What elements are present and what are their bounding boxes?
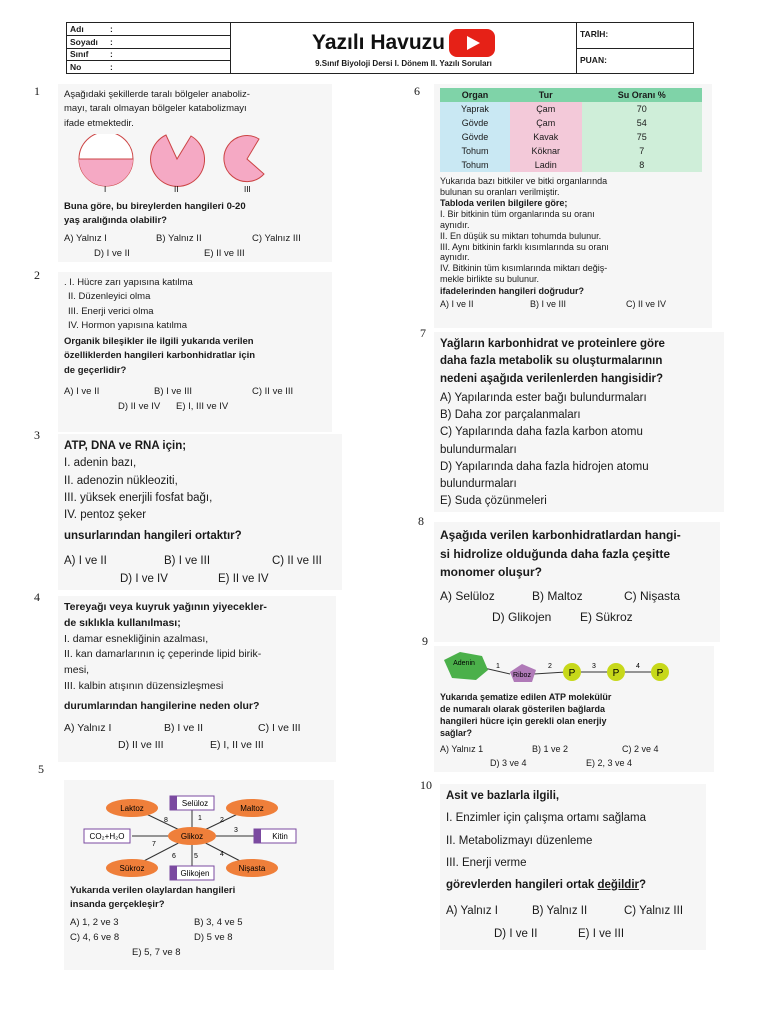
question-number: 10 [420,778,432,792]
q3-items: I. adenin bazı, II. adenozin nükleoziti, III. yüksek enerjili fosfat bağı, IV. pentoz şeker [64,457,213,521]
q4-items: I. damar esnekliğinin azalması, II. kan damarlarının iç çeperinde lipid birik- mesi, III. kalbin atışının düzensizleşmesi [64,632,262,692]
bond-number: 3 [592,663,596,670]
q8-options [440,586,714,629]
title-box [231,23,577,73]
option-b[interactable]: B) 3, 4 ve 5 [194,916,243,928]
q6-text: Yukarıda bazı bitkiler ve bitki organlarında bulunan su oranları verilmiştir. [440,176,608,197]
option-a[interactable]: A) I ve II [440,299,474,310]
option-b[interactable]: B) Yalnız II [532,904,588,917]
arrow-number: 7 [152,841,156,848]
q6-options [440,297,706,311]
option-d[interactable]: D) 5 ve 8 [194,931,233,943]
option-e[interactable]: E) 2, 3 ve 4 [586,757,633,768]
q1-question: Buna göre, bu bireylerden hangileri 0-20 yaş aralığında olabilir? [64,200,246,226]
option-e[interactable]: E) Sükroz [580,610,633,625]
date-field[interactable]: TARİH: [577,23,693,49]
table-header: Su Oranı % [582,88,703,102]
question-7 [434,332,724,512]
arrow-number: 1 [198,815,202,822]
arrow-number: 2 [220,817,224,824]
option-d[interactable]: D) II ve III [118,739,164,752]
q10-title: Asit ve bazlarla ilgili, [446,790,560,802]
svg-text:P: P [656,668,664,679]
option-c[interactable]: C) Yapılarında daha fazla karbon atomu [440,426,643,439]
q7-question: Yağların karbonhidrat ve proteinlere göre daha fazla metabolik su oluşturmalarının nedeni aşağıda verilenlerden hangisidir? [440,338,665,385]
q3-options [64,552,336,589]
svg-text:Maltoz: Maltoz [240,804,264,813]
option-e[interactable]: E) I, II ve III [210,739,264,752]
svg-text:Glikoz: Glikoz [180,832,204,841]
arrow-number: 6 [172,853,176,860]
q2-question: Organik bileşikler ile ilgili yukarıda verilen özelliklerden hangileri karbonhidratlar için de geçerlidir? [64,336,256,376]
option-c[interactable]: C) 4, 6 ve 8 [70,931,120,943]
arrow-number: 8 [164,817,168,824]
option-e[interactable]: E) II ve IV [218,572,269,585]
q1-options [64,231,326,261]
option-a[interactable]: A) I ve II [64,385,100,397]
option-c[interactable]: C) 2 ve 4 [622,743,659,754]
q5-question: Yukarıda verilen olaylardan hangileri insanda gerçekleşir? [70,885,236,911]
bond-number: 4 [636,663,640,670]
q3-title: ATP, DNA ve RNA için; [64,440,187,452]
question-number: 4 [34,590,40,604]
question-10 [440,784,706,950]
youtube-icon [449,29,495,57]
surname-field[interactable]: Soyadı : [67,36,230,49]
option-a[interactable]: A) Yalnız I [64,233,107,245]
question-9 [434,646,714,772]
q10-items: I. Enzimler için çalışma ortamı sağlama II. Metabolizmayı düzenleme III. Enerji verme [446,812,647,870]
svg-text:P: P [612,668,620,679]
q10-question: görevlerden hangileri ortak değildir? [446,878,647,891]
q4-text: Tereyağı veya kuyruk yağının yiyecekler- de sıklıkla kullanılması; [64,601,267,629]
option-d[interactable]: D) I ve II [494,927,538,940]
svg-text:Nişasta: Nişasta [238,864,266,873]
arrow-number: 3 [234,827,238,834]
question-number: 1 [34,84,40,98]
question-6 [434,84,712,328]
number-field[interactable]: No : [70,62,113,73]
option-d[interactable]: D) I ve II [94,248,130,260]
option-d[interactable]: D) Glikojen [492,610,552,625]
svg-text:Sükroz: Sükroz [119,864,145,873]
option-b[interactable]: B) I ve II [164,722,204,735]
brand-title: Yazılı Havuzu [311,30,446,54]
option-c[interactable]: C) II ve III [252,385,294,397]
option-a[interactable]: A) Yalnız I [446,904,498,917]
bond-number: 2 [548,663,552,670]
q6-intro: Tabloda verilen bilgilere göre; [440,197,568,208]
q9-options [440,742,708,771]
option-c[interactable]: C) II ve IV [626,299,667,310]
q5-options [70,915,328,961]
option-c[interactable]: C) II ve III [272,554,322,567]
svg-text:Laktoz: Laktoz [120,804,144,813]
q6-items: I. Bir bitkinin tüm organlarında su oranı aynıdır. II. En düşük su miktarı tohumda bulunur. III. Aynı bitkinin farklı kısımlarında su oranı aynıdır. IV. Bitkinin tüm kısımlarında miktarı değiş- mekle birlikte su bulunur. [440,209,609,285]
table-header: Tur [510,88,582,102]
carbohydrate-diagram [70,784,328,884]
question-number: 9 [422,634,428,648]
option-a[interactable]: A) I ve II [64,554,107,567]
option-a[interactable]: A) 1, 2 ve 3 [70,916,119,928]
arrow-number: 4 [220,851,224,858]
pie-label-1: I [104,184,107,194]
option-b[interactable]: B) I ve III [164,554,211,567]
q1-text: Aşağıdaki şekillerde taralı bölgeler anaboliz- mayı, taralı olmayan bölgeler katabolizmayı ifade etmektedir. [64,89,250,129]
option-b[interactable]: B) I ve III [154,385,193,397]
q2-items: . I. Hücre zarı yapısına katılma II. Düzenleyici olma III. Enerji verici olma IV. Hormon yapısına katılma [64,277,193,331]
class-field[interactable]: Sınıf : [67,49,230,62]
exam-subtitle: 9.Sınıf Biyoloji Dersi I. Dönem II. Yazılı Soruları [315,58,492,68]
question-number: 5 [38,762,44,776]
option-e[interactable]: E) II ve III [204,248,245,260]
q4-question: durumlarından hangilerine neden olur? [64,699,260,712]
bond-number: 1 [496,663,500,670]
emphasis-underline: değildir [597,878,639,891]
option-d[interactable]: D) 3 ve 4 [490,757,527,768]
question-number: 3 [34,428,40,442]
question-1 [58,84,332,262]
question-number: 6 [414,84,420,98]
student-info-box [67,23,231,73]
brand [312,29,495,57]
question-number: 2 [34,268,40,282]
option-a[interactable]: A) Selüloz [440,588,495,603]
svg-text:P: P [568,668,576,679]
table-row: Tohum Köknar 7 [440,144,702,158]
option-d[interactable]: D) I ve IV [120,572,168,585]
option-a[interactable]: A) Yalnız 1 [440,743,484,754]
name-field[interactable]: Adı : [67,23,230,36]
table-header: Organ [440,88,510,102]
option-a[interactable]: A) Yapılarında ester bağı bulundurmaları [440,391,647,404]
date-score-box [577,23,693,73]
option-d[interactable]: D) Yapılarında daha fazla hidrojen atomu [440,460,649,473]
pie-label-3: III [244,184,251,194]
svg-text:Selüloz: Selüloz [181,799,209,808]
option-c[interactable]: C) Nişasta [624,588,681,603]
question-3 [58,434,342,590]
pie-charts [64,134,326,194]
option-c[interactable]: C) I ve III [258,722,301,735]
svg-text:Adenin: Adenin [453,660,475,667]
question-4 [58,596,336,762]
q3-question: unsurlarından hangileri ortaktır? [64,530,242,543]
atp-diagram [440,650,704,688]
svg-text:Kitin: Kitin [272,832,288,841]
q6-question: ifadelerinden hangileri doğrudur? [440,285,585,296]
svg-text:CO₂+H₂O: CO₂+H₂O [89,832,125,841]
option-b[interactable]: B) I ve III [530,299,567,310]
svg-text:Glikojen: Glikojen [180,869,210,878]
table-row: Gövde Çam 54 [440,116,702,130]
option-b[interactable]: B) 1 ve 2 [532,743,569,754]
question-number: 7 [420,326,426,340]
arrow-number: 5 [194,853,198,860]
option-a[interactable]: A) Yalnız I [64,722,112,735]
option-e[interactable]: E) I, III ve IV [176,400,229,412]
water-ratio-table [440,88,702,172]
option-e[interactable]: E) Suda çözünmeleri [440,495,547,508]
option-b[interactable]: B) Daha zor parçalanmaları [440,409,581,421]
pie-chart-1 [79,134,133,186]
pie-label-2: II [174,184,179,194]
option-d[interactable]: D) II ve IV [118,400,161,412]
option-c[interactable]: C) Yalnız III [252,233,301,245]
question-number: 8 [418,514,424,528]
q2-options [64,384,326,414]
option-c[interactable]: C) Yalnız III [624,904,684,917]
question-2 [58,272,332,432]
q10-options [446,900,700,946]
question-8 [434,522,720,642]
table-row: Yaprak Çam 70 [440,102,702,116]
table-row: Tohum Ladin 8 [440,158,702,172]
q7-options: A) Yapılarında ester bağı bulundurmaları B) Daha zor parçalanmaları C) Yapılarında daha fazla karbon atomu bulundurmaları D) Yapılarında daha fazla hidrojen atomu bulundurmaları E) Suda çözünmeleri [440,390,718,511]
score-field[interactable]: PUAN: [580,54,607,65]
exam-header [66,22,694,74]
table-row: Gövde Kavak 75 [440,130,702,144]
q8-question: Aşağıda verilen karbonhidratlardan hangi- si hidrolize olduğunda daha fazla çeşitte monomer oluşur? [440,528,681,580]
option-b[interactable]: B) Maltoz [532,588,583,603]
svg-text:Riboz: Riboz [513,672,531,679]
q9-question: Yukarıda şematize edilen ATP molekülür de numaralı olarak gösterilen bağlarda hangileri hücre için gerekli olan enerjiy sağlar? [440,692,612,739]
option-e[interactable]: E) I ve III [578,927,625,940]
option-b[interactable]: B) Yalnız II [156,233,202,245]
q4-options [64,720,330,754]
pie-chart-2 [151,135,205,186]
question-5 [64,780,334,970]
pie-chart-3 [224,135,264,181]
option-e[interactable]: E) 5, 7 ve 8 [132,946,181,958]
